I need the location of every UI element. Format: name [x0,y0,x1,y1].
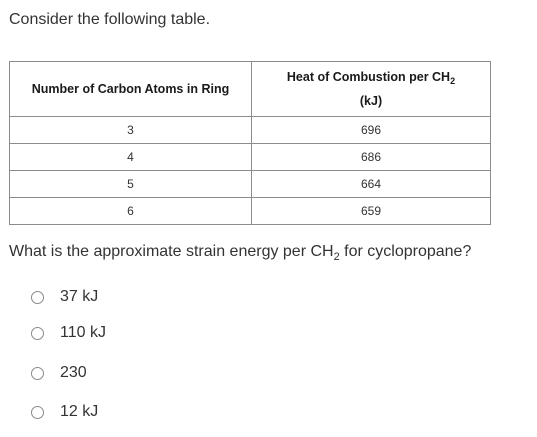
intro-text: Consider the following table. [9,11,211,28]
table-row [10,117,491,144]
cell-carbon-atoms: 4 [10,144,252,171]
choice-label[interactable]: 37 kJ [60,288,99,305]
cell-heat: 686 [252,144,491,171]
header-carbon-atoms: Number of Carbon Atoms in Ring [10,62,252,117]
choice-option-3[interactable] [31,363,87,383]
table-row [10,171,491,198]
cell-carbon-atoms: 5 [10,171,252,198]
cell-heat: 659 [252,198,491,225]
header-heat-of-combustion [252,62,491,117]
cell-heat: 664 [252,171,491,198]
choice-label[interactable]: 110 kJ [60,324,106,341]
question-text [9,243,471,261]
choice-label[interactable]: 12 kJ [60,403,99,420]
table-row [10,144,491,171]
radio-button-icon[interactable] [31,291,44,304]
question-subscript: 2 [333,251,340,263]
radio-button-icon[interactable] [31,367,44,380]
cell-carbon-atoms: 3 [10,117,252,144]
cell-heat: 696 [252,117,491,144]
table-row [10,198,491,225]
radio-button-icon[interactable] [31,406,44,419]
combustion-table [9,61,491,225]
choice-option-2[interactable] [31,323,106,343]
choice-option-1[interactable] [31,287,98,307]
header-heat-unit: (kJ) [359,94,383,108]
header-heat-title [252,64,490,86]
table-header-row [10,62,491,117]
question-text-after: for cyclopropane? [339,243,472,260]
choice-option-4[interactable] [31,402,98,422]
header-heat-subscript: 2 [450,76,456,86]
choice-label[interactable]: 230 [60,364,87,381]
cell-carbon-atoms: 6 [10,198,252,225]
radio-button-icon[interactable] [31,327,44,340]
question-text-before: What is the approximate strain energy per CH [9,243,334,260]
header-heat-main: Heat of Combustion per CH [286,70,451,84]
